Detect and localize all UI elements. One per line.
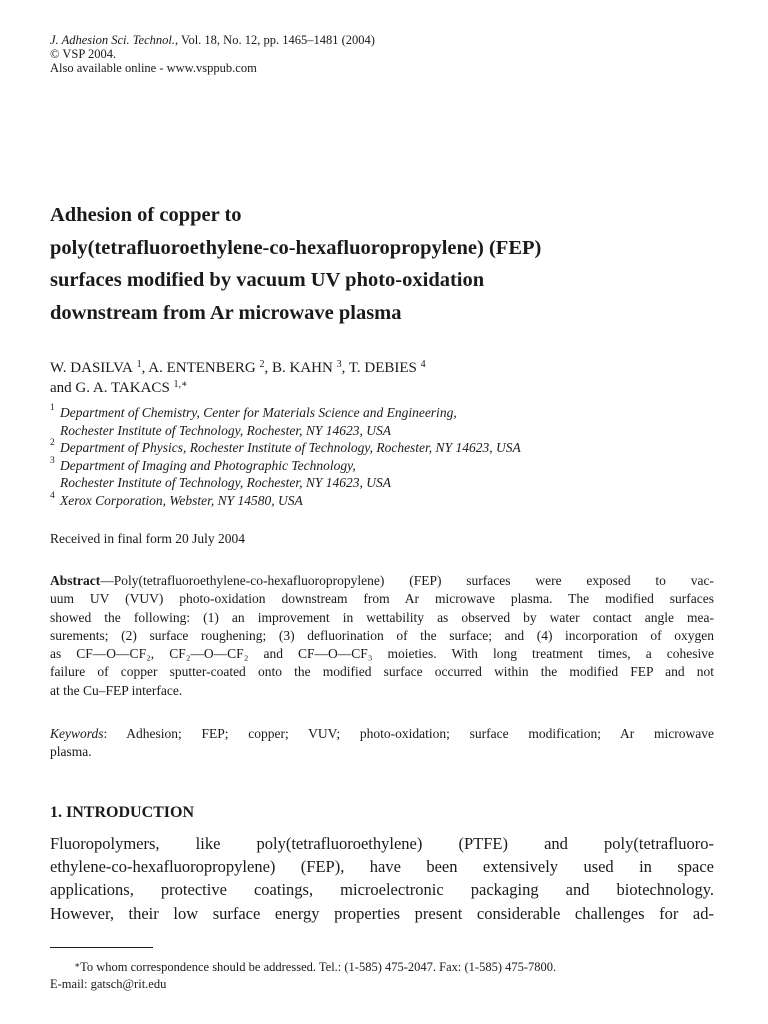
title-line: surfaces modified by vacuum UV photo-oxidation	[50, 269, 485, 291]
author-line-2	[50, 378, 426, 398]
footnote-email: E-mail: gatsch@rit.edu	[50, 977, 167, 991]
affiliation-text: Department of Imaging and Photographic Technology,	[60, 457, 356, 473]
footnote-mark: ∗	[74, 960, 81, 970]
section-heading: 1. INTRODUCTION	[50, 804, 195, 821]
affiliation-number: 1	[50, 403, 55, 413]
affiliation-item	[50, 404, 521, 439]
affiliation-text: Rochester Institute of Technology, Rochester, NY 14623, USA	[60, 422, 391, 438]
abstract-line: failure of copper sputter-coated onto the modified surface occurred within the modified FEP and not	[50, 664, 714, 680]
title-line: downstream from Ar microwave plasma	[50, 301, 402, 324]
online-line: Also available online - www.vsppub.com	[50, 61, 257, 75]
paper-page	[50, 0, 714, 1024]
journal-header	[50, 33, 375, 75]
footnote-line: ∗To whom correspondence should be addressed. Tel.: (1-585) 475-2047. Fax: (1-585) 475-7800.	[74, 960, 557, 974]
footnote	[50, 959, 714, 993]
abstract-line: uum UV (VUV) photo-oxidation downstream from Ar microwave plasma. The modified surfaces	[50, 591, 714, 607]
copyright-line: © VSP 2004.	[50, 47, 117, 61]
affiliation-item	[50, 457, 521, 492]
introduction-text	[50, 832, 714, 925]
author-name: W. DASILVA	[50, 360, 133, 376]
keywords-line: plasma.	[50, 744, 92, 760]
affiliation-list	[50, 404, 521, 509]
affiliation-item	[50, 439, 521, 457]
affiliation-number: 4	[50, 490, 55, 501]
keywords-label: Keywords	[50, 726, 104, 741]
paper-title	[50, 199, 714, 329]
abstract-line: surements; (2) surface roughening; (3) defluorination of the surface; and (4) incorporation of oxygen	[50, 627, 714, 643]
author-line-1: W. DASILVA $^1$, A. ENTENBERG $^2$, B. KAHN $^3$, T. DEBIES $^4$	[50, 359, 426, 376]
author-affiliation-mark: 2	[259, 359, 265, 370]
affiliation-number: 2	[50, 438, 55, 448]
author-affiliation-mark: 1	[136, 359, 142, 370]
citation-details: , Vol. 18, No. 12, pp. 1465–1481 (2004)	[175, 33, 375, 47]
affiliation-item	[50, 492, 521, 510]
title-line: poly(tetrafluoroethylene-co-hexafluoropropylene) (FEP)	[50, 236, 542, 259]
abstract-label: Abstract	[50, 573, 101, 588]
body-line: applications, protective coatings, microelectronic packaging and biotechnology.	[50, 880, 714, 900]
affiliation-text: Department of Chemistry, Center for Materials Science and Engineering,	[60, 405, 457, 420]
keywords	[50, 725, 714, 762]
title-line: Adhesion of copper to	[50, 204, 242, 226]
abstract-line: as CF—O—CF₂, CF₂—O—CF₂ and CF—O—CF₃ moieties. With long treatment times, a cohesive	[50, 646, 714, 662]
abstract	[50, 572, 714, 700]
body-line: However, their low surface energy properties present considerable challenges for ad-	[50, 903, 714, 923]
author-affiliation-mark: 1,∗	[173, 379, 188, 390]
abstract-line: at the Cu–FEP interface.	[50, 682, 183, 698]
author-affiliation-mark: 4	[420, 359, 426, 370]
affiliation-text: Department of Physics, Rochester Institute of Technology, Rochester, NY 14623, USA	[60, 440, 521, 455]
body-line: ethylene-co-hexafluoropropylene) (FEP), have been extensively used in space	[50, 857, 714, 877]
affiliation-number: 3	[50, 455, 55, 466]
author-name: T. DEBIES	[348, 360, 417, 376]
affiliation-text: Rochester Institute of Technology, Rochester, NY 14623, USA	[60, 475, 391, 490]
author-name: and G. A. TAKACS	[50, 380, 170, 396]
received-date: Received in final form 20 July 2004	[50, 531, 245, 546]
journal-name: J. Adhesion Sci. Technol.	[50, 33, 175, 47]
keywords-line: Keywords: Adhesion; FEP; copper; VUV; photo-oxidation; surface modification; Ar microwave	[50, 726, 714, 741]
author-name: B. KAHN	[272, 360, 333, 376]
author-list	[50, 358, 426, 398]
abstract-line: showed the following: (1) an improvement in wettability as observed by water contact angle mea-	[50, 609, 714, 625]
footnote-divider	[50, 947, 153, 948]
body-line: Fluoropolymers, like poly(tetrafluoroethylene) (PTFE) and poly(tetrafluoro-	[50, 834, 714, 853]
abstract-line: Abstract—Poly(tetrafluoroethylene-co-hexafluoropropylene) (FEP) surfaces were exposed to vac-	[50, 573, 714, 588]
affiliation-text: Xerox Corporation, Webster, NY 14580, USA	[60, 492, 303, 508]
author-name: A. ENTENBERG	[148, 360, 256, 376]
author-affiliation-mark: 3	[336, 359, 342, 370]
citation-line	[50, 33, 375, 47]
